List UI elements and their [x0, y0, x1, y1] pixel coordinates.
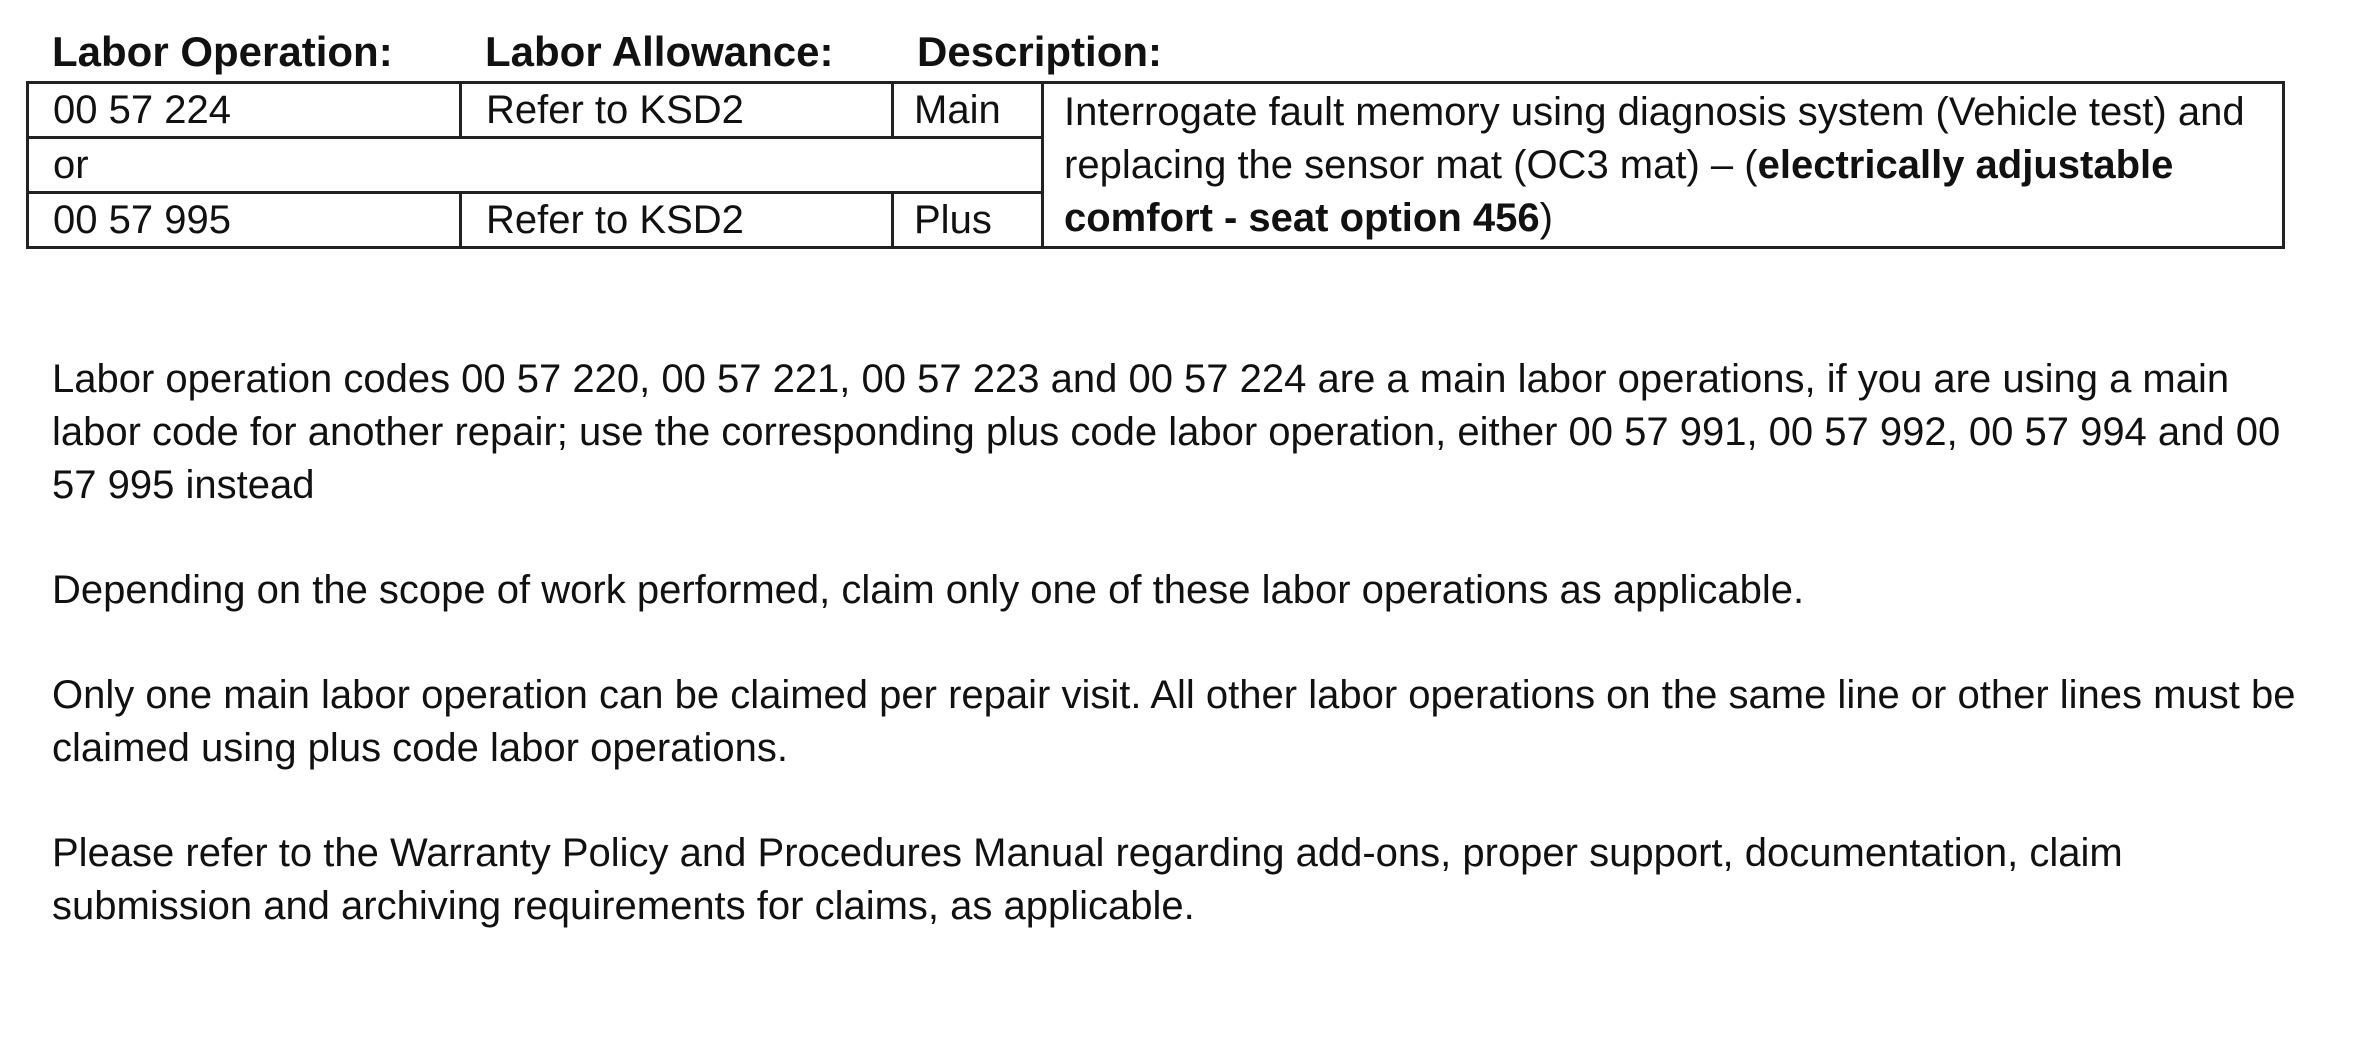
description-text: Interrogate fault memory using diagnosis system (Vehicle test) and replacing the sensor mat (OC3 mat) –	[1064, 90, 2245, 187]
description-cell	[1043, 83, 2284, 248]
description-bold-option: electrically adjustable comfort - seat option 456	[1064, 143, 2174, 240]
labor-type-cell: Main	[893, 83, 1043, 138]
labor-type-cell: Plus	[893, 193, 1043, 248]
paragraph-scope: Depending on the scope of work performed, claim only one of these labor operations as applicable.	[52, 568, 1805, 612]
column-headers	[0, 28, 2353, 76]
labor-operations-table	[26, 81, 2285, 249]
header-labor-operation: Labor Operation:	[52, 28, 393, 75]
or-connector-cell: or	[28, 138, 1043, 193]
header-labor-allowance: Labor Allowance:	[485, 28, 834, 75]
labor-code-cell: 00 57 224	[28, 83, 461, 138]
labor-allowance-cell: Refer to KSD2	[461, 193, 893, 248]
labor-allowance-cell: Refer to KSD2	[461, 83, 893, 138]
description-paren-open: (	[1744, 143, 1758, 187]
labor-code-cell: 00 57 995	[28, 193, 461, 248]
paragraph-warranty-policy: Please refer to the Warranty Policy and Procedures Manual regarding add-ons, proper support, documentation, claim submission and archiving requirements for claims, as applicable.	[52, 831, 2123, 928]
paragraph-one-main: Only one main labor operation can be claimed per repair visit. All other labor operations on the same line or other lines must be claimed using plus code labor operations.	[52, 673, 2296, 770]
header-description: Description:	[917, 28, 1163, 75]
paragraph-main-codes: Labor operation codes 00 57 220, 00 57 221, 00 57 223 and 00 57 224 are a main labor operations, if you are using a main labor code for another repair; use the corresponding plus code labor operation, either 00 57 991, 00 57 992, 00 57 994 and 00 57 995 instead	[52, 357, 2281, 507]
description-paren-close: )	[1539, 196, 1553, 240]
table-row-main	[28, 83, 2284, 138]
